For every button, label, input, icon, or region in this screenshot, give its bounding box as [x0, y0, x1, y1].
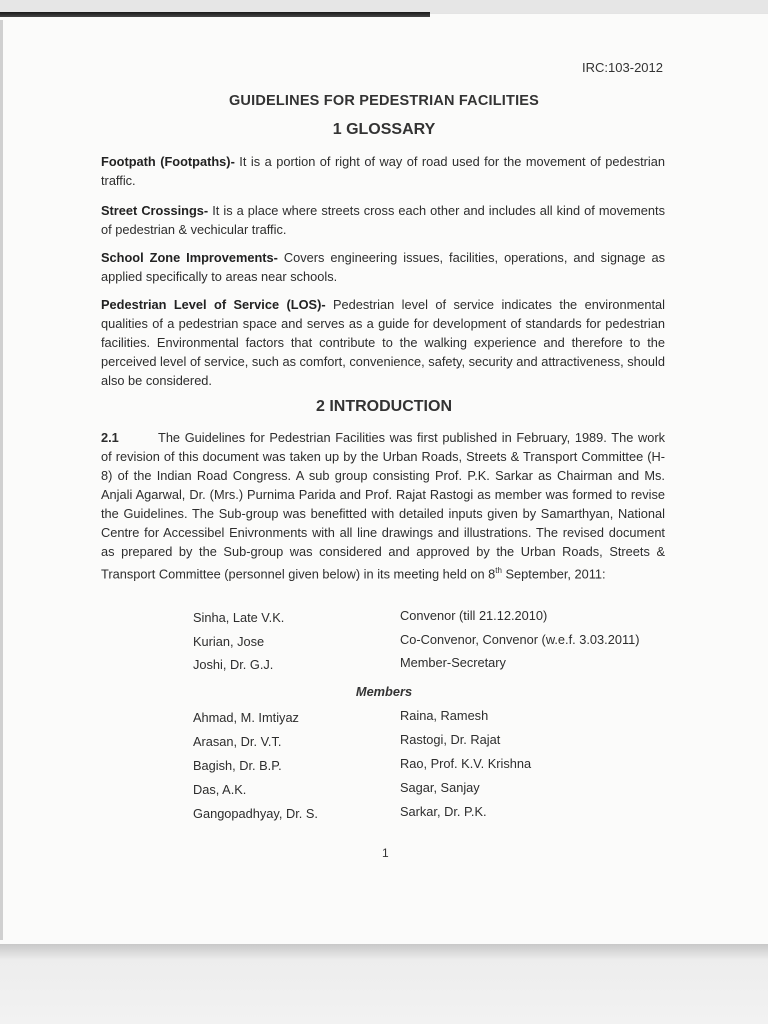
officer-name: Kurian, Jose — [193, 634, 265, 649]
introduction-heading: 2 INTRODUCTION — [316, 398, 452, 415]
glossary-term: Footpath (Footpaths)- — [101, 154, 235, 169]
glossary-term: Pedestrian Level of Service (LOS)- — [101, 297, 326, 312]
paragraph-number: 2.1 — [101, 430, 119, 445]
glossary-entry-school-zone — [101, 248, 665, 286]
page-number: 1 — [382, 846, 389, 860]
glossary-entry-los — [101, 295, 665, 390]
member-name: Sarkar, Dr. P.K. — [400, 804, 487, 819]
glossary-heading: 1 GLOSSARY — [332, 121, 436, 138]
member-name: Raina, Ramesh — [400, 708, 489, 723]
glossary-term: Street Crossings- — [101, 203, 209, 218]
officer-name: Joshi, Dr. G.J. — [193, 657, 274, 672]
member-name: Rao, Prof. K.V. Krishna — [400, 756, 532, 771]
glossary-definition: Covers engineering issues, facilities, operations, and signage as applied specifically to areas near schools. — [101, 250, 665, 284]
scan-left-edge — [0, 20, 3, 940]
member-name: Gangopadhyay, Dr. S. — [193, 806, 318, 821]
officer-name: Sinha, Late V.K. — [193, 610, 285, 625]
paragraph-text-end: September, 2011: — [501, 566, 606, 582]
document-reference: IRC:103-2012 — [582, 60, 663, 75]
introduction-paragraph — [101, 428, 665, 583]
glossary-definition: It is a portion of right of way of road used for the movement of pedestrian traffic. — [101, 154, 665, 188]
member-name: Sagar, Sanjay — [400, 780, 480, 795]
document-title: GUIDELINES FOR PEDESTRIAN FACILITIES — [228, 93, 540, 109]
member-name: Rastogi, Dr. Rajat — [400, 732, 501, 747]
members-label: Members — [355, 684, 413, 699]
glossary-term: School Zone Improvements- — [101, 250, 278, 265]
paragraph-text: The Guidelines for Pedestrian Facilities was first published in February, 1989. The work of revision of this document was taken up by the Urban Roads, Streets & Transport Committee (H-8) of the Indian Road Congress. A sub group consisting Prof. P.K. Sarkar as Chairman and Ms. Anjali Agarwal, Dr. (Mrs.) Purnima Parida and Prof. Rajat Rastogi as member was formed to revise the Guidelines. The Sub-group was benefitted with detailed inputs given by Samarthyan, National Centre for Accessibel Enivronments with all line drawings and illustrations. The revised document as prepared by the Sub-group was considered and approved by the Urban Roads, Streets & Transport Committee (personnel given below) in its meeting held on 8 — [101, 430, 665, 582]
glossary-entry-street-crossings — [101, 201, 665, 239]
glossary-entry-footpath — [101, 152, 665, 190]
officer-role: Convenor (till 21.12.2010) — [400, 608, 548, 623]
member-name: Das, A.K. — [193, 782, 247, 797]
ordinal-suffix: th — [495, 566, 502, 575]
officer-role: Member-Secretary — [400, 655, 506, 670]
member-name: Bagish, Dr. B.P. — [193, 758, 282, 773]
member-name: Arasan, Dr. V.T. — [193, 734, 282, 749]
officer-role: Co-Convenor, Convenor (w.e.f. 3.03.2011) — [400, 632, 640, 647]
scan-top-edge — [0, 12, 430, 17]
glossary-definition: It is a place where streets cross each other and includes all kind of movements of pedestrian & vechicular traffic. — [101, 203, 665, 237]
member-name: Ahmad, M. Imtiyaz — [193, 710, 299, 725]
scan-bottom-margin — [0, 944, 768, 1024]
glossary-definition: Pedestrian level of service indicates the environmental qualities of a pedestrian space and serves as a guide for development of standards for pedestrian facilities. Environmental factors that contribute to the walking experience and therefore to the perceived level of service, such as comfort, convenience, safety, security and attractiveness, should also be considered. — [101, 297, 665, 388]
